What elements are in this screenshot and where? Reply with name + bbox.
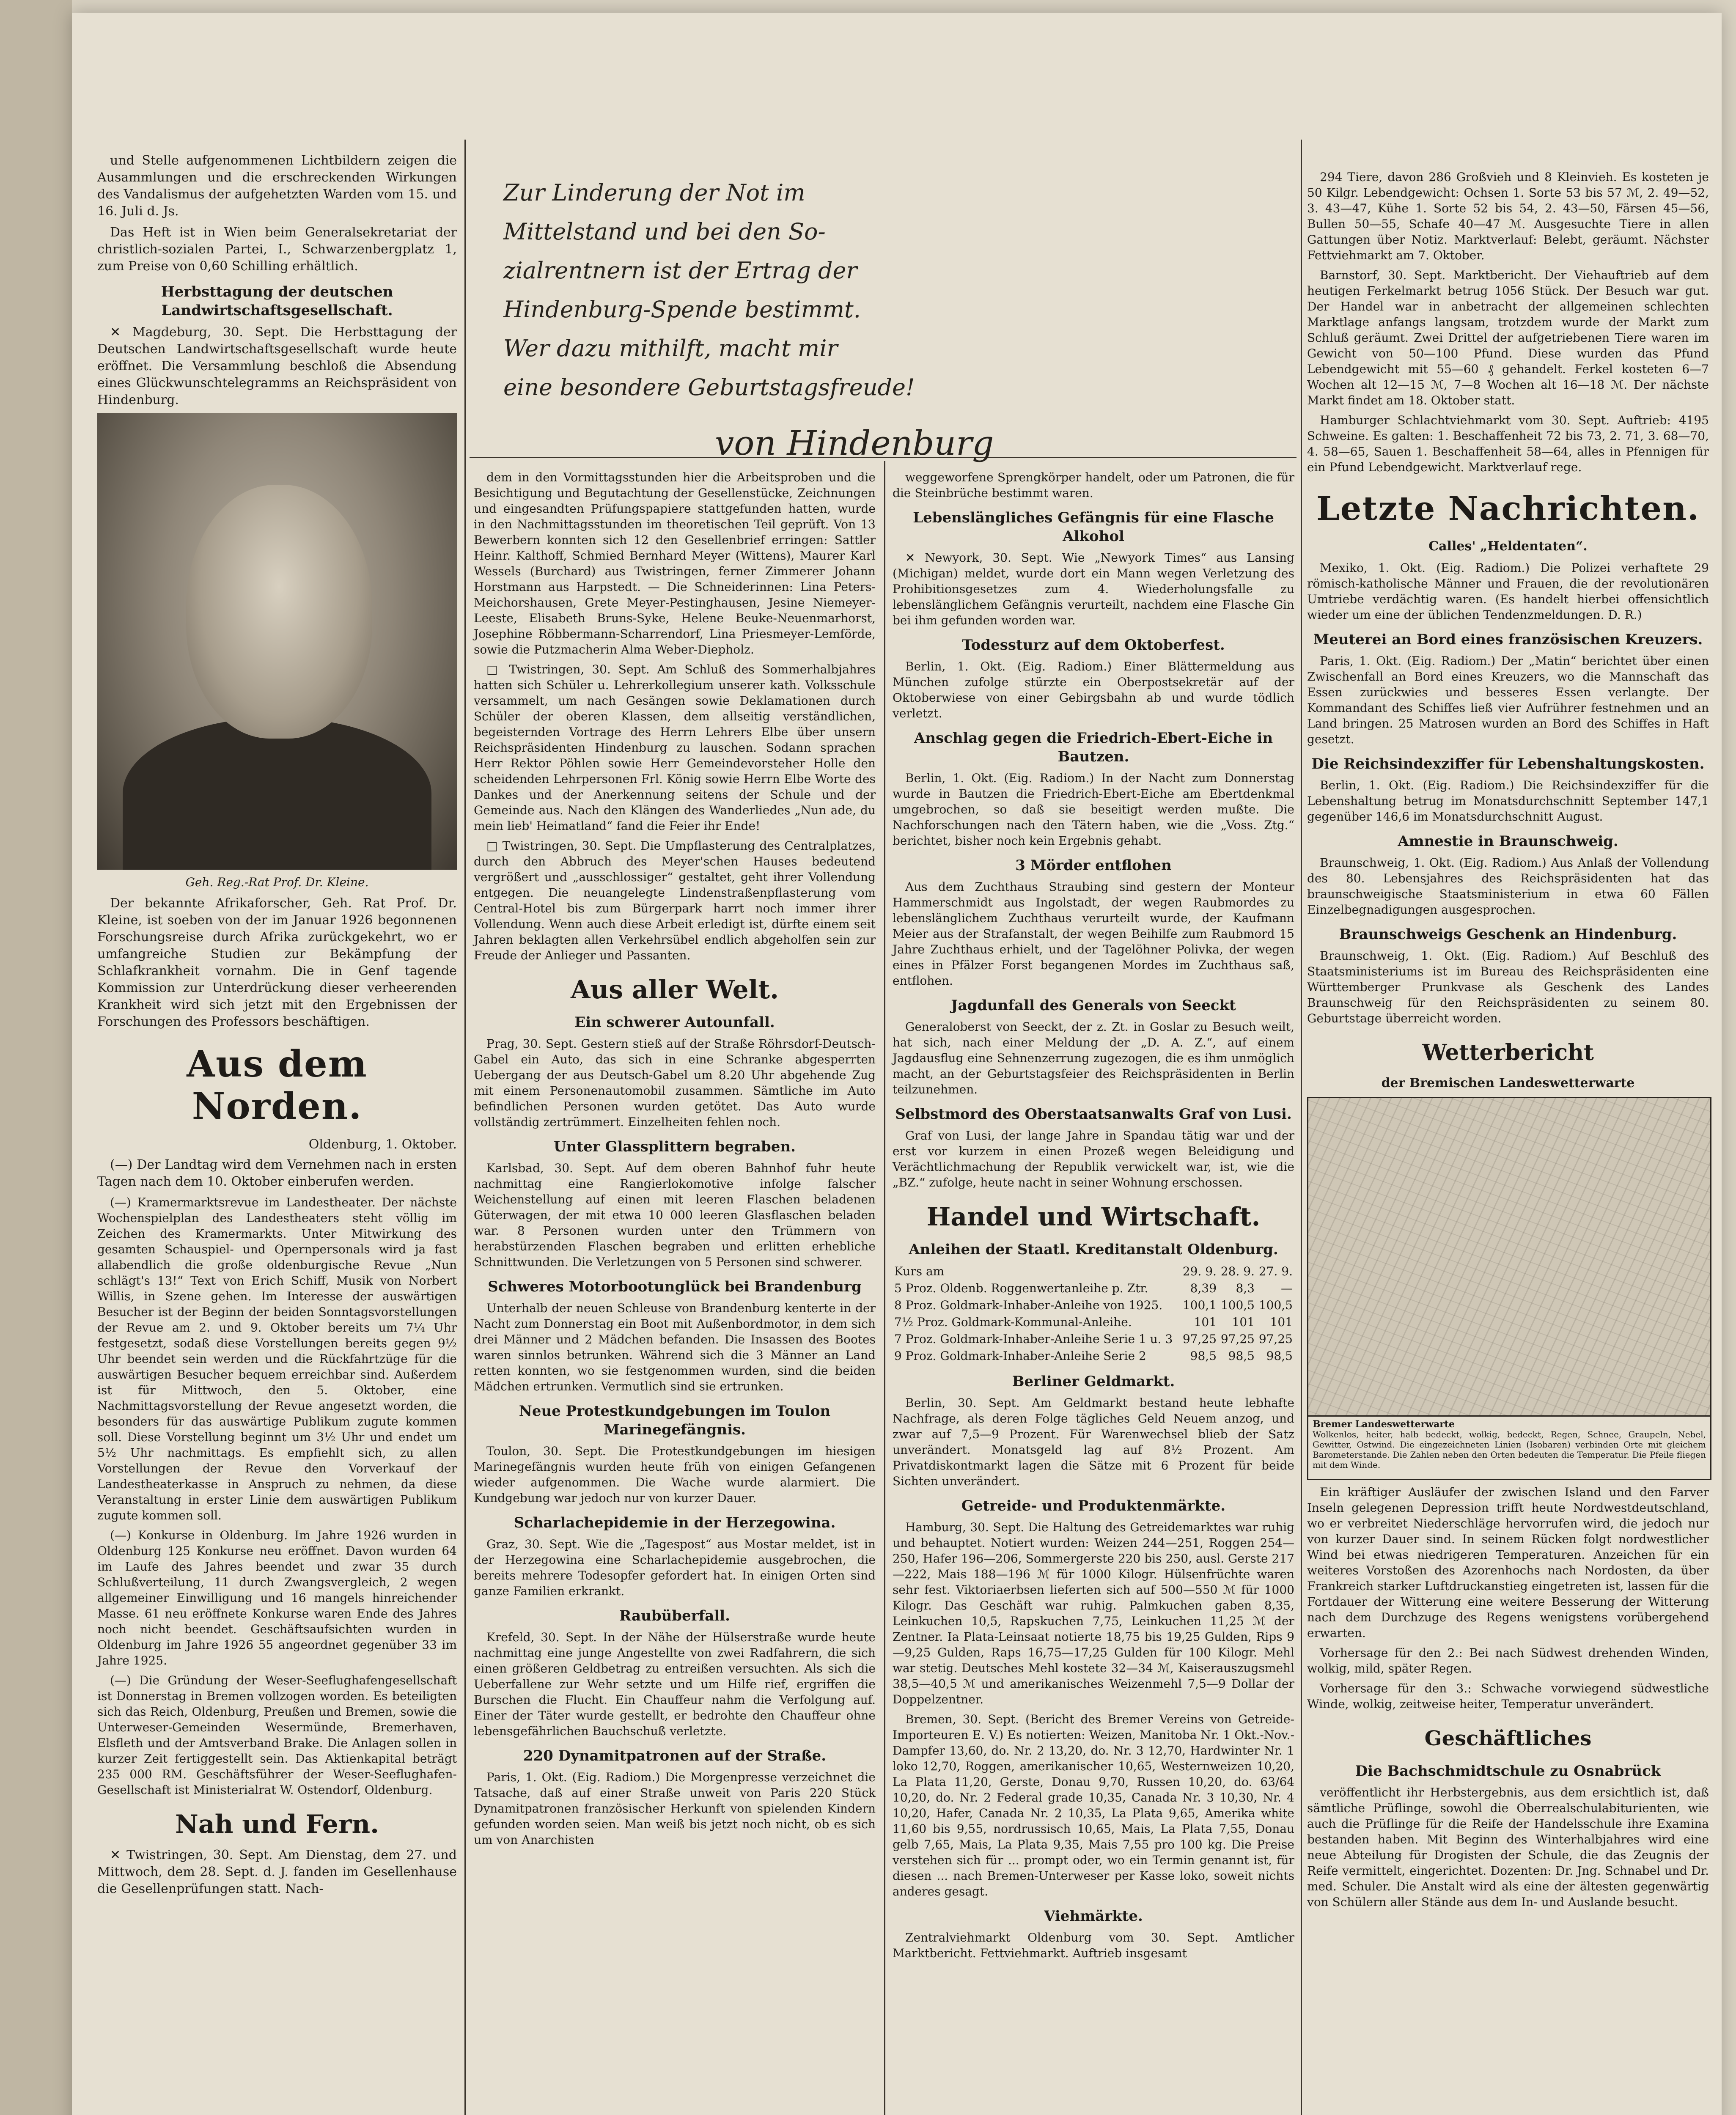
article-text: Vorhersage für den 3.: Schwache vorwiegend südwestliche Winde, wolkig, zeitweise heiter, Temperatur unverändert. xyxy=(1307,1681,1709,1711)
section-subheading: der Bremischen Landeswetterwarte xyxy=(1381,1076,1635,1090)
table-row xyxy=(893,1297,1294,1314)
headline: Herbsttagung der deutschen Landwirtschaftsgesellschaft. xyxy=(161,283,393,319)
book-binding-edge xyxy=(0,0,72,2115)
headline: Berliner Geldmarkt. xyxy=(1012,1373,1175,1390)
article-text: Paris, 1. Okt. (Eig. Radiom.) Der „Matin“ berichtet über einen Zwischenfall an Bord eines Kreuzers, wo die Mannschaft das Essen zurückwies und besseres Essen verlangte. Der Kommandant des Schiffes ließ vier Aufrührer festnehmen und an Land bringen. 25 Matrosen wurden an Bord des Schiffes in Haft gesetzt. xyxy=(1307,654,1709,746)
headline: Selbstmord des Oberstaatsanwalts Graf von Lusi. xyxy=(895,1106,1292,1123)
article-text: Mexiko, 1. Okt. (Eig. Radiom.) Die Polizei verhaftete 29 römisch-katholische Männer und Frauen, die der revolutionären Umtriebe verdächtig waren. (Es handelt hierbei offensichtlich wieder um eine der üblichen Tendenzmeldungen. D. R.) xyxy=(1307,561,1709,622)
headline: 220 Dynamitpatronen auf der Straße. xyxy=(523,1747,827,1764)
article-text: Graz, 30. Sept. Wie die „Tagespost“ aus Mostar meldet, ist in der Herzegowina eine Scharlachepidemie ausgebrochen, die bereits mehrere Todesopfer gefordert hat. In einigen Orten sind ganze Familien erkrankt. xyxy=(474,1537,876,1598)
article-text: Berlin, 1. Okt. (Eig. Radiom.) In der Nacht zum Donnerstag wurde in Bautzen die Friedrich-Ebert-Eiche am Ebertdenkmal umgebrochen, so daß sie beseitigt werden mußte. Die Nachforschungen nach den Tätern haben, wie die „Voss. Ztg.“ berichtet, bisher noch kein Ergebnis gehabt. xyxy=(893,771,1294,848)
article-text: Ein kräftiger Ausläufer der zwischen Island und den Farver Inseln gelegenen Depression trifft heute Nordwestdeutschland, wo er verbreitet Niederschläge hervorrufen wird, die jedoch nur von kurzer Dauer sind. In seinem Rücken folgt nordwestlicher Wind bei etwas niedrigeren Temperaturen. Anzeichen für ein weiteres Vorstoßen des Azorenhochs nach Nordosten, da über Frankreich starker Luftdruckanstieg eingetreten ist, lassen für die Fortdauer der Witterung eine weitere Besserung der Witterung nach dem Durchzuge des Regens wenigstens vorübergehend erwarten. xyxy=(1307,1485,1709,1640)
article-text: Das Heft ist in Wien beim Generalsekretariat der christlich-sozialen Partei, I., Schwarzenbergplatz 1, zum Preise von 0,60 Schilling erhältlich. xyxy=(97,225,457,274)
weather-map-legend-text: Wolkenlos, heiter, halb bedeckt, wolkig, bedeckt, Regen, Schnee, Graupeln, Nebel, Gewitter, Ostwind. Die eingezeichneten Linien (Isobaren) verbinden Orte mit gleichem Barometerstande. Die Zahlen neben den Orten bedeuten die Temperatur. Die Pfeile fliegen mit dem Winde. xyxy=(1313,1429,1706,1470)
headline: Schweres Motorbootunglück bei Brandenburg xyxy=(488,1278,862,1295)
newspaper-page xyxy=(72,13,1722,2115)
article-text: weggeworfene Sprengkörper handelt, oder um Patronen, die für die Steinbrüche bestimmt waren. xyxy=(893,470,1294,500)
article-text: Berlin, 1. Okt. (Eig. Radiom.) Einer Blättermeldung aus München zufolge stürzte ein Oberpostsekretär auf der Oktoberwiese von einer Gebirgsbahn ab und wurde tödlich verletzt. xyxy=(893,659,1294,720)
article-text: und Stelle aufgenommenen Lichtbildern zeigen die Ausammlungen und die erschreckenden Wirkungen des Vandalismus der aufgehetzten Warden vom 15. und 16. Juli d. Js. xyxy=(97,153,457,219)
article-text: ✕ Magdeburg, 30. Sept. Die Herbsttagung der Deutschen Landwirtschaftsgesellschaft wurde heute eröffnet. Die Versammlung beschloß die Absendung eines Glückwunschtelegramms an Reichspräsident von Hindenburg. xyxy=(97,325,457,407)
headline: Neue Protestkundgebungen im Toulon Marinegefängnis. xyxy=(519,1403,831,1438)
article-text: ✕ Twistringen, 30. Sept. Am Dienstag, dem 27. und Mittwoch, dem 28. Sept. d. J. fanden im Gesellenhause die Gesellenprüfungen statt. Nach- xyxy=(97,1848,457,1896)
table-cell: 8,39 xyxy=(1190,1281,1217,1295)
article-text: Krefeld, 30. Sept. In der Nähe der Hülserstraße wurde heute nachmittag eine junge Angestellte von zwei Radfahrern, die sich einen größeren Geldbetrag zu entreißen versuchten. Als sich die Ueberfallene zur Wehr setzte und um Hilfe rief, ergriffen die Burschen die Flucht. Ein Chauffeur nahm die Verfolgung auf. Einer der Täter wurde gestellt, er bedrohte den Chauffeur ohne lebensgefährlichen Bauchschuß verletzte. xyxy=(474,1630,876,1738)
table-cell: 97,25 xyxy=(1182,1332,1217,1346)
article-text: (—) Der Landtag wird dem Vernehmen nach in ersten Tagen nach dem 10. Oktober einberufen werden. xyxy=(97,1157,457,1189)
weather-map-title: Bremer Landeswetterwarte xyxy=(1313,1419,1455,1430)
column-3 xyxy=(893,470,1294,1965)
article-text: Berlin, 30. Sept. Am Geldmarkt bestand heute lebhafte Nachfrage, als deren Folge tägliches Geld Neuem anzog, und zwar auf 7,5—9 Prozent. Für Warenwechsel blieb der Satz unverändert. Monatsgeld lag auf 8½ Prozent. Am Privatdiskontmarkt lagen die Sätze mit 6 Prozent für beide Sichten unverändert. xyxy=(893,1396,1294,1488)
section-heading: Geschäftliches xyxy=(1424,1727,1592,1750)
headline: Anleihen der Staatl. Kreditanstalt Oldenburg. xyxy=(909,1241,1278,1258)
headline: Lebenslängliches Gefängnis für eine Flasche Alkohol xyxy=(913,509,1274,545)
article-text: Prag, 30. Sept. Gestern stieß auf der Straße Röhrsdorf-Deutsch-Gabel ein Auto, das sich in eine Schranke abgesperrten Uebergang der aus Deutsch-Gabel um 8.20 Uhr abgehende Zug mit einem Personenautomobil zusammen. Sämtliche im Auto befindlichen Personen wurden getötet. Das Auto wurde vollständig zertrümmert. Einzelheiten fehlen noch. xyxy=(474,1037,876,1129)
article-text: (—) Konkurse in Oldenburg. Im Jahre 1926 wurden in Oldenburg 125 Konkurse neu eröffnet. Davon wurden 64 im Laufe des Jahres beendet und zwar 35 durch Schlußverteilung, 11 durch Zwangsvergleich, 2 wegen allgemeiner Einwilligung und 16 mangels hinreichender Masse. 61 neu eröffnete Konkurse waren Ende des Jahres noch nicht beendet. Geschäftsaufsichten wurden in Oldenburg im Jahre 1926 55 angeordnet gegenüber 33 im Jahre 1925. xyxy=(97,1528,457,1667)
headline: Getreide- und Produktenmärkte. xyxy=(961,1497,1226,1514)
section-heading: Wetterbericht xyxy=(1422,1040,1594,1066)
table-cell: 7½ Proz. Goldmark-Kommunal-Anleihe. xyxy=(894,1315,1132,1329)
table-cell: 98,5 xyxy=(1266,1349,1293,1363)
table-cell: 97,25 xyxy=(1220,1332,1255,1346)
photo-caption: Geh. Reg.-Rat Prof. Dr. Kleine. xyxy=(185,875,369,889)
headline: Die Bachschmidtschule zu Osnabrück xyxy=(1355,1763,1661,1780)
headline: Die Reichsindexziffer für Lebenshaltungskosten. xyxy=(1311,755,1705,772)
section-heading: Aus aller Welt. xyxy=(570,975,779,1005)
headline: Unter Glassplittern begraben. xyxy=(554,1138,796,1155)
headline: Raubüberfall. xyxy=(619,1607,730,1624)
table-header-row xyxy=(893,1263,1294,1280)
article-text: veröffentlicht ihr Herbstergebnis, aus dem ersichtlich ist, daß sämtliche Prüflinge, sowohl die Oberrealschulabiturienten, wie auch die Prüflinge für die Reife der Handelsschule ihre Examina bestanden haben. Mit Beginn des Winterhalbjahres wird eine neue Abteilung für Drogisten der Schule, die das Zeugnis der Reife vermittelt, eingerichtet. Dozenten: Dr. Jng. Schnabel und Dr. med. Schuler. Die Anstalt wird als eine der ältesten gegenwärtig von Schülern aller Stände aus dem In- und Auslande besucht. xyxy=(1307,1785,1709,1909)
article-text: Hamburger Schlachtviehmarkt vom 30. Sept. Auftrieb: 4195 Schweine. Es galten: 1. Beschaffenheit 72 bis 73, 2. 71, 3. 68—70, 4. 58—65, Sauen 1. Beschaffenheit 58—64, alles in Pfennigen für ein Pfund Lebendgewicht. Marktverlauf rege. xyxy=(1307,413,1709,474)
table-cell: 101 xyxy=(1270,1315,1293,1329)
bond-price-table xyxy=(893,1263,1294,1365)
article-text: Karlsbad, 30. Sept. Auf dem oberen Bahnhof fuhr heute nachmittag eine Rangierlokomotive infolge falscher Weichenstellung auf einen mit leeren Flaschen beladenen Güterwagen, der mit etwa 10 000 leeren Glasflaschen beladen war. 8 Personen wurden unter den Trümmern von herabstürzenden Flaschen begraben und erlitten erhebliche Schnittwunden. Die Verletzungen von 5 Personen sind schwerer. xyxy=(474,1161,876,1269)
column-1 xyxy=(97,152,457,1902)
table-cell: 100,5 xyxy=(1220,1298,1255,1312)
article-text: Unterhalb der neuen Schleuse von Brandenburg kenterte in der Nacht zum Donnerstag ein Boot mit Außenbordmotor, in dem sich drei Männer und 2 Mädchen befanden. Die Insassen des Bootes waren sinnlos betrunken. Während sich die 3 Männer an Land retten konnten, wo sie festgenommen wurden, sind die beiden Mädchen ertrunken. Vermutlich sind sie ertrunken. xyxy=(474,1301,876,1393)
article-text: Toulon, 30. Sept. Die Protestkundgebungen im hiesigen Marinegefängnis wurden heute früh von einigen Gefangenen wieder aufgenommen. Die Wache wurde alarmiert. Die Kundgebung war jedoch nur von kurzer Dauer. xyxy=(474,1444,876,1505)
table-cell: 9 Proz. Goldmark-Inhaber-Anleihe Serie 2 xyxy=(894,1349,1146,1363)
column-2 xyxy=(474,470,876,1852)
article-text: Generaloberst von Seeckt, der z. Zt. in Goslar zu Besuch weilt, hat sich, nach einer Meldung der „D. A. Z.“, auf einem Jagdausflug eine Sehnenzerrung zugezogen, die es ihm unmöglich macht, an der Geburtstagsfeier des Reichspräsidenten in Berlin teilzunehmen. xyxy=(893,1020,1294,1096)
article-text: □ Twistringen, 30. Sept. Die Umpflasterung des Centralplatzes, durch den Abbruch des Meyer'schen Hauses bedeutend vergrößert und „ausschlossiger“ gestaltet, geht ihrer Vollendung entgegen. Die neuangelegte Lindenstraßenpflasterung vom Central-Hotel bis zum Bürgerpark harrt noch immer ihrer Vollendung. Wenn auch diese Arbeit erledigt ist, dürfte einem seit Jahren beklagten allen Verkehrsübel endlich abgeholfen sein zur Freude der Anlieger und Passanten. xyxy=(474,839,876,962)
article-text: (—) Die Gründung der Weser-Seeflughafengesellschaft ist Donnerstag in Bremen vollzogen worden. Es beteiligten sich das Reich, Oldenburg, Preußen und Bremen, sowie die Unterweser-Gemeinden Wesermünde, Bremerhaven, Elsfleth und der Amtsverband Brake. Die Anlagen sollen in kurzer Zeit fertiggestellt sein. Das Aktienkapital beträgt 235 000 RM. Geschäftsführer der Weser-Seeflughafen-Gesellschaft ist Ministerialrat W. Ostendorf, Oldenburg. xyxy=(97,1673,457,1797)
dateline: Oldenburg, 1. Oktober. xyxy=(308,1137,457,1152)
table-cell: 100,5 xyxy=(1258,1298,1293,1312)
portrait-face xyxy=(186,485,372,739)
table-cell: — xyxy=(1281,1281,1293,1295)
table-header-cell: 27. 9. xyxy=(1258,1264,1293,1278)
headline: Viehmärkte. xyxy=(1044,1908,1143,1925)
column-rule xyxy=(1301,140,1302,2115)
table-cell: 5 Proz. Oldenb. Roggenwertanleihe p. Ztr. xyxy=(894,1281,1148,1295)
portrait-body xyxy=(123,717,431,870)
table-cell: 98,5 xyxy=(1190,1349,1217,1363)
table-cell: 97,25 xyxy=(1258,1332,1293,1346)
table-cell: 101 xyxy=(1194,1315,1217,1329)
article-text: (—) Kramermarktsrevue im Landestheater. Der nächste Wochenspielplan des Landestheaters steht völlig im Zeichen des Kramermarkts. Unter Mitwirkung des gesamten Schauspiel- und Opernpersonals wird ja fast allabendlich die große oldenburgische Revue „Nun schlägt's 13!“ Text von Erich Schiff, Musik von Norbert Willis, in Szene gehen. Im Interesse der auswärtigen Besucher ist der Beginn der beiden Sonntagsvorstellungen der Revue am 2. und 9. Oktober bereits um 7¼ Uhr festgesetzt, sodaß diese Vorstellungen bereits gegen 9½ Uhr beendet sein werden und die Rückfahrtzüge für die auswärtigen Besucher bequem erreichbar sind. Außerdem ist für Mittwoch, den 5. Oktober, eine Nachmittagsvorstellung der Revue angesetzt worden, die besonders für das auswärtige Publikum zugute kommen soll. Diese Vorstellung beginnt um 3½ Uhr und endet um 5½ Uhr nachmittags. Es empfiehlt sich, zu allen Vorstellungen der Revue den Vorverkauf der Landestheaterkasse in Anspruch zu nehmen, da diese Veranstaltung in erster Linie dem auswärtigen Publikum zugute kommen soll. xyxy=(97,1195,457,1522)
section-heading: Nah und Fern. xyxy=(175,1810,379,1839)
article-text: Berlin, 1. Okt. (Eig. Radiom.) Die Reichsindexziffer für die Lebenshaltung betrug im Monatsdurchschnitt September 147,1 gegenüber 146,6 im Monatsdurchschnitt August. xyxy=(1307,778,1709,824)
handwritten-line: zialrentnern ist der Ertrag der xyxy=(503,257,857,284)
table-cell: 7 Proz. Goldmark-Inhaber-Anleihe Serie 1 u. 3 xyxy=(894,1332,1173,1346)
article-text: Bremen, 30. Sept. (Bericht des Bremer Vereins von Getreide-Importeuren E. V.) Es notierten: Weizen, Manitoba Nr. 1 Okt.-Nov.-Dampfer 13,60, do. Nr. 2 13,20, do. Nr. 3 12,70, Hardwinter Nr. 1 loko 12,70, Roggen, amerikanischer 10,65, Westernweizen 10,20, La Plata 11,20, Gerste, Donau 9,70, Russen 10,20, do. 63/64 10,20, do. Nr. 2 Federal grade 10,35, Canada Nr. 3 10,30, Nr. 4 10,20, Hafer, Canada Nr. 2 10,35, La Plata 9,65, Amerika white 11,60 bis 9,55, nordrussisch 10,65, Mais, La Plata 7,55, Donau gelb 7,65, Mais, La Plata 9,35, Mais 7,55 pro 100 kg. Die Preise verstehen sich für ... prompt oder, wo ein Termin genannt ist, für diesen ... nach Bremen-Unterweser per Kasse loko, soweit nichts anderes gesagt. xyxy=(893,1712,1294,1898)
weather-map-legend xyxy=(1308,1415,1710,1479)
article-text: Der bekannte Afrikaforscher, Geh. Rat Prof. Dr. Kleine, ist soeben von der im Januar 1926 begonnenen Forschungsreise durch Afrika zurückgekehrt, wo er umfangreiche Studien zur Bekämpfung der Schlafkrankheit vornahm. Die in Genf tagende Kommission zur Unterdrückung dieser verheerenden Krankheit wird sich jetzt mit den Ergebnissen der Forschungen des Professors beschäftigen. xyxy=(97,896,457,1029)
headline: Meuterei an Bord eines französischen Kreuzers. xyxy=(1313,631,1703,648)
headline: Scharlachepidemie in der Herzegowina. xyxy=(514,1514,836,1531)
article-text: dem in den Vormittagsstunden hier die Arbeitsproben und die Besichtigung und Begutachtung der Gesellenstücke, Zeichnungen und eingesandten Prüfungspapiere stattgefunden hatten, wurde in den Nachmittagsstunden im theoretischen Teil geprüft. Von 13 Bewerbern konnten sich 12 den Gesellenbrief erringen: Sattler Heinr. Kalthoff, Schmied Bernhard Meyer (Wittens), Maurer Karl Wessels (Burchard) aus Twistringen, ferner Zimmerer Johann Horstmann aus Harpstedt. — Die Schneiderinnen: Lina Peters-Meichorshausen, Grete Meyer-Pestinghausen, Jesine Niemeyer-Leeste, Elisabeth Bruns-Syke, Helene Beuke-Neuenmarhorst, Josephine Röbbermann-Scharrendorf, Lina Priesmeyer-Lemförde, sowie die Putzmacherin Alma Weber-Diepholz. xyxy=(474,470,876,656)
table-cell: 98,5 xyxy=(1228,1349,1255,1363)
article-text: □ Twistringen, 30. Sept. Am Schluß des Sommerhalbjahres hatten sich Schüler u. Lehrerkollegium unserer kath. Volksschule versammelt, um nach Gesängen sowie Deklamationen durch Schüler der oberen Klassen, dem allseitig verständlichen, begeisternden Vortrage des Herrn Lehrers Elbe über unsern Reichspräsidenten Hindenburg zu lauschen. Sodann sprachen Herr Rektor Pöhlen sowie Herr Gemeindevorsteher Holle den scheidenden Lehrpersonen Frl. König sowie Herrn Elbe Worte des Dankes und der Anerkennung seitens der Schule und der Gemeinde aus. Nach den Klängen des Wanderliedes „Nun ade, du mein lieb' Heimatland“ fand die Feier ihr Ende! xyxy=(474,662,876,833)
article-text: Aus dem Zuchthaus Straubing sind gestern der Monteur Hammerschmidt aus Ingolstadt, der wegen Raubmordes zu lebenslänglichem Zuchthaus verurteilt wurde, der Kaufmann Meier aus der Strafanstalt, der wegen Beihilfe zum Raubmord 15 Jahre Zuchthaus erhielt, und der Tagelöhner Polivka, der wegen eines in Pfälzer Forst begangenen Mordes im Zuchthaus saß, entflohen. xyxy=(893,880,1294,988)
table-cell: 8 Proz. Goldmark-Inhaber-Anleihe von 1925. xyxy=(894,1298,1163,1312)
column-rule xyxy=(464,140,466,2115)
headline: 3 Mörder entflohen xyxy=(1015,857,1172,874)
portrait-photo xyxy=(97,413,457,870)
article-text: ✕ Newyork, 30. Sept. Wie „Newyork Times“ aus Lansing (Michigan) meldet, wurde dort ein Mann wegen Verletzung des Prohibitionsgesetzes zum 4. Wiederholungsfalle zu lebenslänglichem Gefängnis verurteilt, nachdem eine Flasche Gin bei ihm gefunden worden war. xyxy=(893,551,1294,627)
section-heading: Aus dem Norden. xyxy=(187,1043,368,1128)
section-heading: Letzte Nachrichten. xyxy=(1316,489,1700,528)
weather-map xyxy=(1307,1097,1711,1480)
column-4 xyxy=(1307,169,1709,1914)
signature-name: von Hindenburg xyxy=(715,423,994,463)
table-row xyxy=(893,1314,1294,1331)
headline: Braunschweigs Geschenk an Hindenburg. xyxy=(1339,926,1677,943)
article-text: Hamburg, 30. Sept. Die Haltung des Getreidemarktes war ruhig und behauptet. Notiert wurden: Weizen 244—251, Roggen 254—250, Hafer 196—206, Sommergerste 220 bis 250, ausl. Gerste 217—222, Mais 188—196 ℳ für 1000 Kilogr. Hülsenfrüchte waren sehr fest. Viktoriaerbsen lieferten sich auf 500—550 ℳ für 1000 Kilogr. Das Geschäft war ruhig. Palmkuchen gaben 8,35, Leinkuchen 10,5, Rapskuchen 7,75, Leinkuchen 11,25 ℳ der Zentner. Ia Plata-Leinsaat notierte 18,75 bis 19,25 Gulden, Rips 9—9,25 Gulden, Raps 16,75—17,25 Gulden für 100 Kilogr. Mehl war stetig. Deutsches Mehl kostete 32—34 ℳ, Kaiserauszugsmehl 38,5—40,5 ℳ und amerikanisches Weizenmehl 7,5—9 Dollar der Doppelzentner. xyxy=(893,1520,1294,1706)
table-header-cell: 29. 9. xyxy=(1182,1264,1217,1278)
headline: Ein schwerer Autounfall. xyxy=(574,1014,775,1031)
article-text: Vorhersage für den 2.: Bei nach Südwest drehenden Winden, wolkig, mild, später Regen. xyxy=(1307,1646,1709,1676)
handwritten-line: Hindenburg-Spende bestimmt. xyxy=(503,296,861,323)
headline: Jagdunfall des Generals von Seeckt xyxy=(951,997,1236,1014)
article-text: 294 Tiere, davon 286 Großvieh und 8 Kleinvieh. Es kosteten je 50 Kilgr. Lebendgewicht: Ochsen 1. Sorte 53 bis 57 ℳ, 2. 49—52, 3. 43—47, Kühe 1. Sorte 52 bis 54, 2. 43—50, Färsen 45—56, Bullen 50—55, Schafe 40—47 ℳ. Ausgesuchte Tiere in allen Gattungen über Notiz. Marktverlauf: Belebt, geräumt. Nächster Fettviehmarkt am 7. Oktober. xyxy=(1307,170,1709,262)
article-text: Paris, 1. Okt. (Eig. Radiom.) Die Morgenpresse verzeichnet die Tatsache, daß auf einer Straße unweit von Paris 220 Stück Dynamitpatronen französischer Herkunft von spielenden Kindern gefunden worden seien. Man weiß bis jetzt noch nicht, ob es sich um von Anarchisten xyxy=(474,1770,876,1847)
table-row xyxy=(893,1348,1294,1365)
table-row xyxy=(893,1331,1294,1348)
table-header-cell: 28. 9. xyxy=(1220,1264,1255,1278)
article-text: Braunschweig, 1. Okt. (Eig. Radiom.) Auf Beschluß des Staatsministeriums ist im Bureau des Reichspräsidenten eine Württemberger Prunkvase als Geschenk des Landes Braunschweig für den Reichspräsidenten zu seinem 80. Geburtstage überreicht worden. xyxy=(1307,949,1709,1025)
headline: Calles' „Heldentaten“. xyxy=(1428,539,1588,554)
headline: Anschlag gegen die Friedrich-Ebert-Eiche in Bautzen. xyxy=(914,730,1273,765)
column-rule xyxy=(884,461,885,2115)
table-cell: 8,3 xyxy=(1236,1281,1255,1295)
table-row xyxy=(893,1280,1294,1297)
section-heading: Handel und Wirtschaft. xyxy=(926,1202,1261,1232)
article-text: Zentralviehmarkt Oldenburg vom 30. Sept. Amtlicher Marktbericht. Fettviehmarkt. Auftrieb insgesamt xyxy=(893,1931,1294,1960)
handwritten-line: Mittelstand und bei den So- xyxy=(503,218,826,245)
hindenburg-handwritten-note xyxy=(503,173,1286,463)
table-cell: 101 xyxy=(1232,1315,1255,1329)
handwritten-line: eine besondere Geburtstagsfreude! xyxy=(503,374,915,401)
headline: Amnestie in Braunschweig. xyxy=(1398,833,1618,850)
table-header-cell: Kurs am xyxy=(894,1264,945,1278)
table-cell: 100,1 xyxy=(1182,1298,1217,1312)
handwritten-line: Wer dazu mithilft, macht mir xyxy=(503,335,838,362)
article-text: Graf von Lusi, der lange Jahre in Spandau tätig war und der erst vor kurzem in einen Prozeß wegen Beleidigung und Verächtlichmachung der Republik verwickelt war, ist, wie die „BZ.“ zufolge, heute nacht in seiner Wohnung erschossen. xyxy=(893,1129,1294,1189)
article-text: Braunschweig, 1. Okt. (Eig. Radiom.) Aus Anlaß der Vollendung des 80. Lebensjahres des Reichspräsidenten hat das braunschweigische Staatsministerium in etwa 60 Fällen Einzelbegnadigungen ausgesprochen. xyxy=(1307,856,1709,917)
article-text: Barnstorf, 30. Sept. Marktbericht. Der Viehauftrieb auf dem heutigen Ferkelmarkt betrug 1056 Stück. Der Besuch war gut. Der Handel war in anbetracht der allgemeinen schlechten Marktlage anfangs langsam, trotzdem wurde der Markt zum Schluß geräumt. Zwei Drittel der aufgetriebenen Tiere waren im Gewicht von 50—100 Pfund. Diese wurden das Pfund Lebendgewicht mit 55—60 ₰ gehandelt. Ferkel kosteten 6—7 Wochen alt 12—15 ℳ, 7—8 Wochen alt 16—18 ℳ. Der nächste Markt findet am 18. Oktober statt. xyxy=(1307,268,1709,407)
headline: Todessturz auf dem Oktoberfest. xyxy=(962,637,1225,654)
handwritten-line: Zur Linderung der Not im xyxy=(503,179,805,206)
